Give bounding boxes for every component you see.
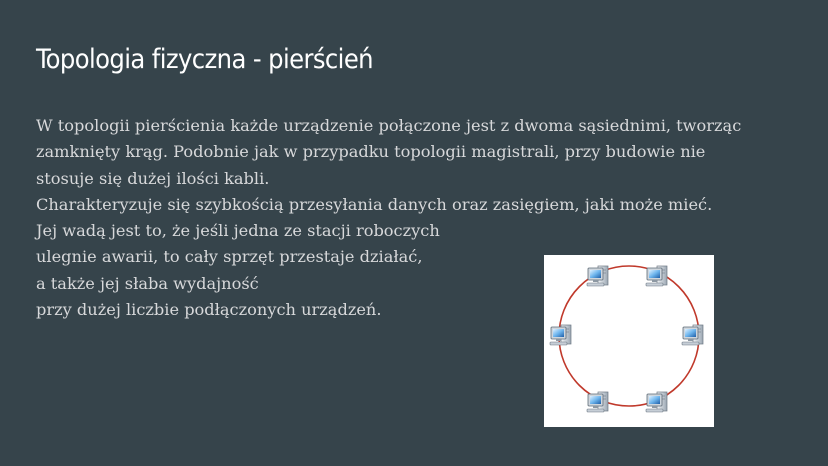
ring-cable: [559, 266, 699, 406]
text-line: W topologii pierścienia każde urządzenie połączone jest z dwoma sąsiednimi, tworząc: [36, 116, 742, 135]
computer-icon: [682, 325, 703, 345]
text-line: zamknięty krąg. Podobnie jak w przypadku topologii magistrali, przy budowie nie: [36, 142, 706, 162]
text-line: przy dużej liczbie podłączonych urządzeń.: [36, 300, 382, 320]
computer-icon: [646, 266, 667, 286]
slide-title: Topologia fizyczna - pierścień: [36, 44, 373, 75]
computer-icon: [646, 392, 667, 412]
text-line: stosuje się dużej ilości kabli.: [36, 168, 270, 188]
text-line: a także jej słaba wydajność: [36, 273, 259, 293]
text-line: Charakteryzuje się szybkością przesyłania danych oraz zasięgiem, jaki może mieć.: [36, 194, 713, 214]
computer-icon: [587, 392, 608, 412]
computer-icon: [550, 325, 571, 345]
ring-topology-svg: [544, 255, 714, 427]
ring-topology-diagram: [544, 255, 714, 427]
computer-icon: [587, 266, 608, 286]
text-line: ulegnie awarii, to cały sprzęt przestaje działać,: [36, 247, 423, 267]
text-line: Jej wadą jest to, że jeśli jedna ze stacji roboczych: [36, 221, 440, 241]
